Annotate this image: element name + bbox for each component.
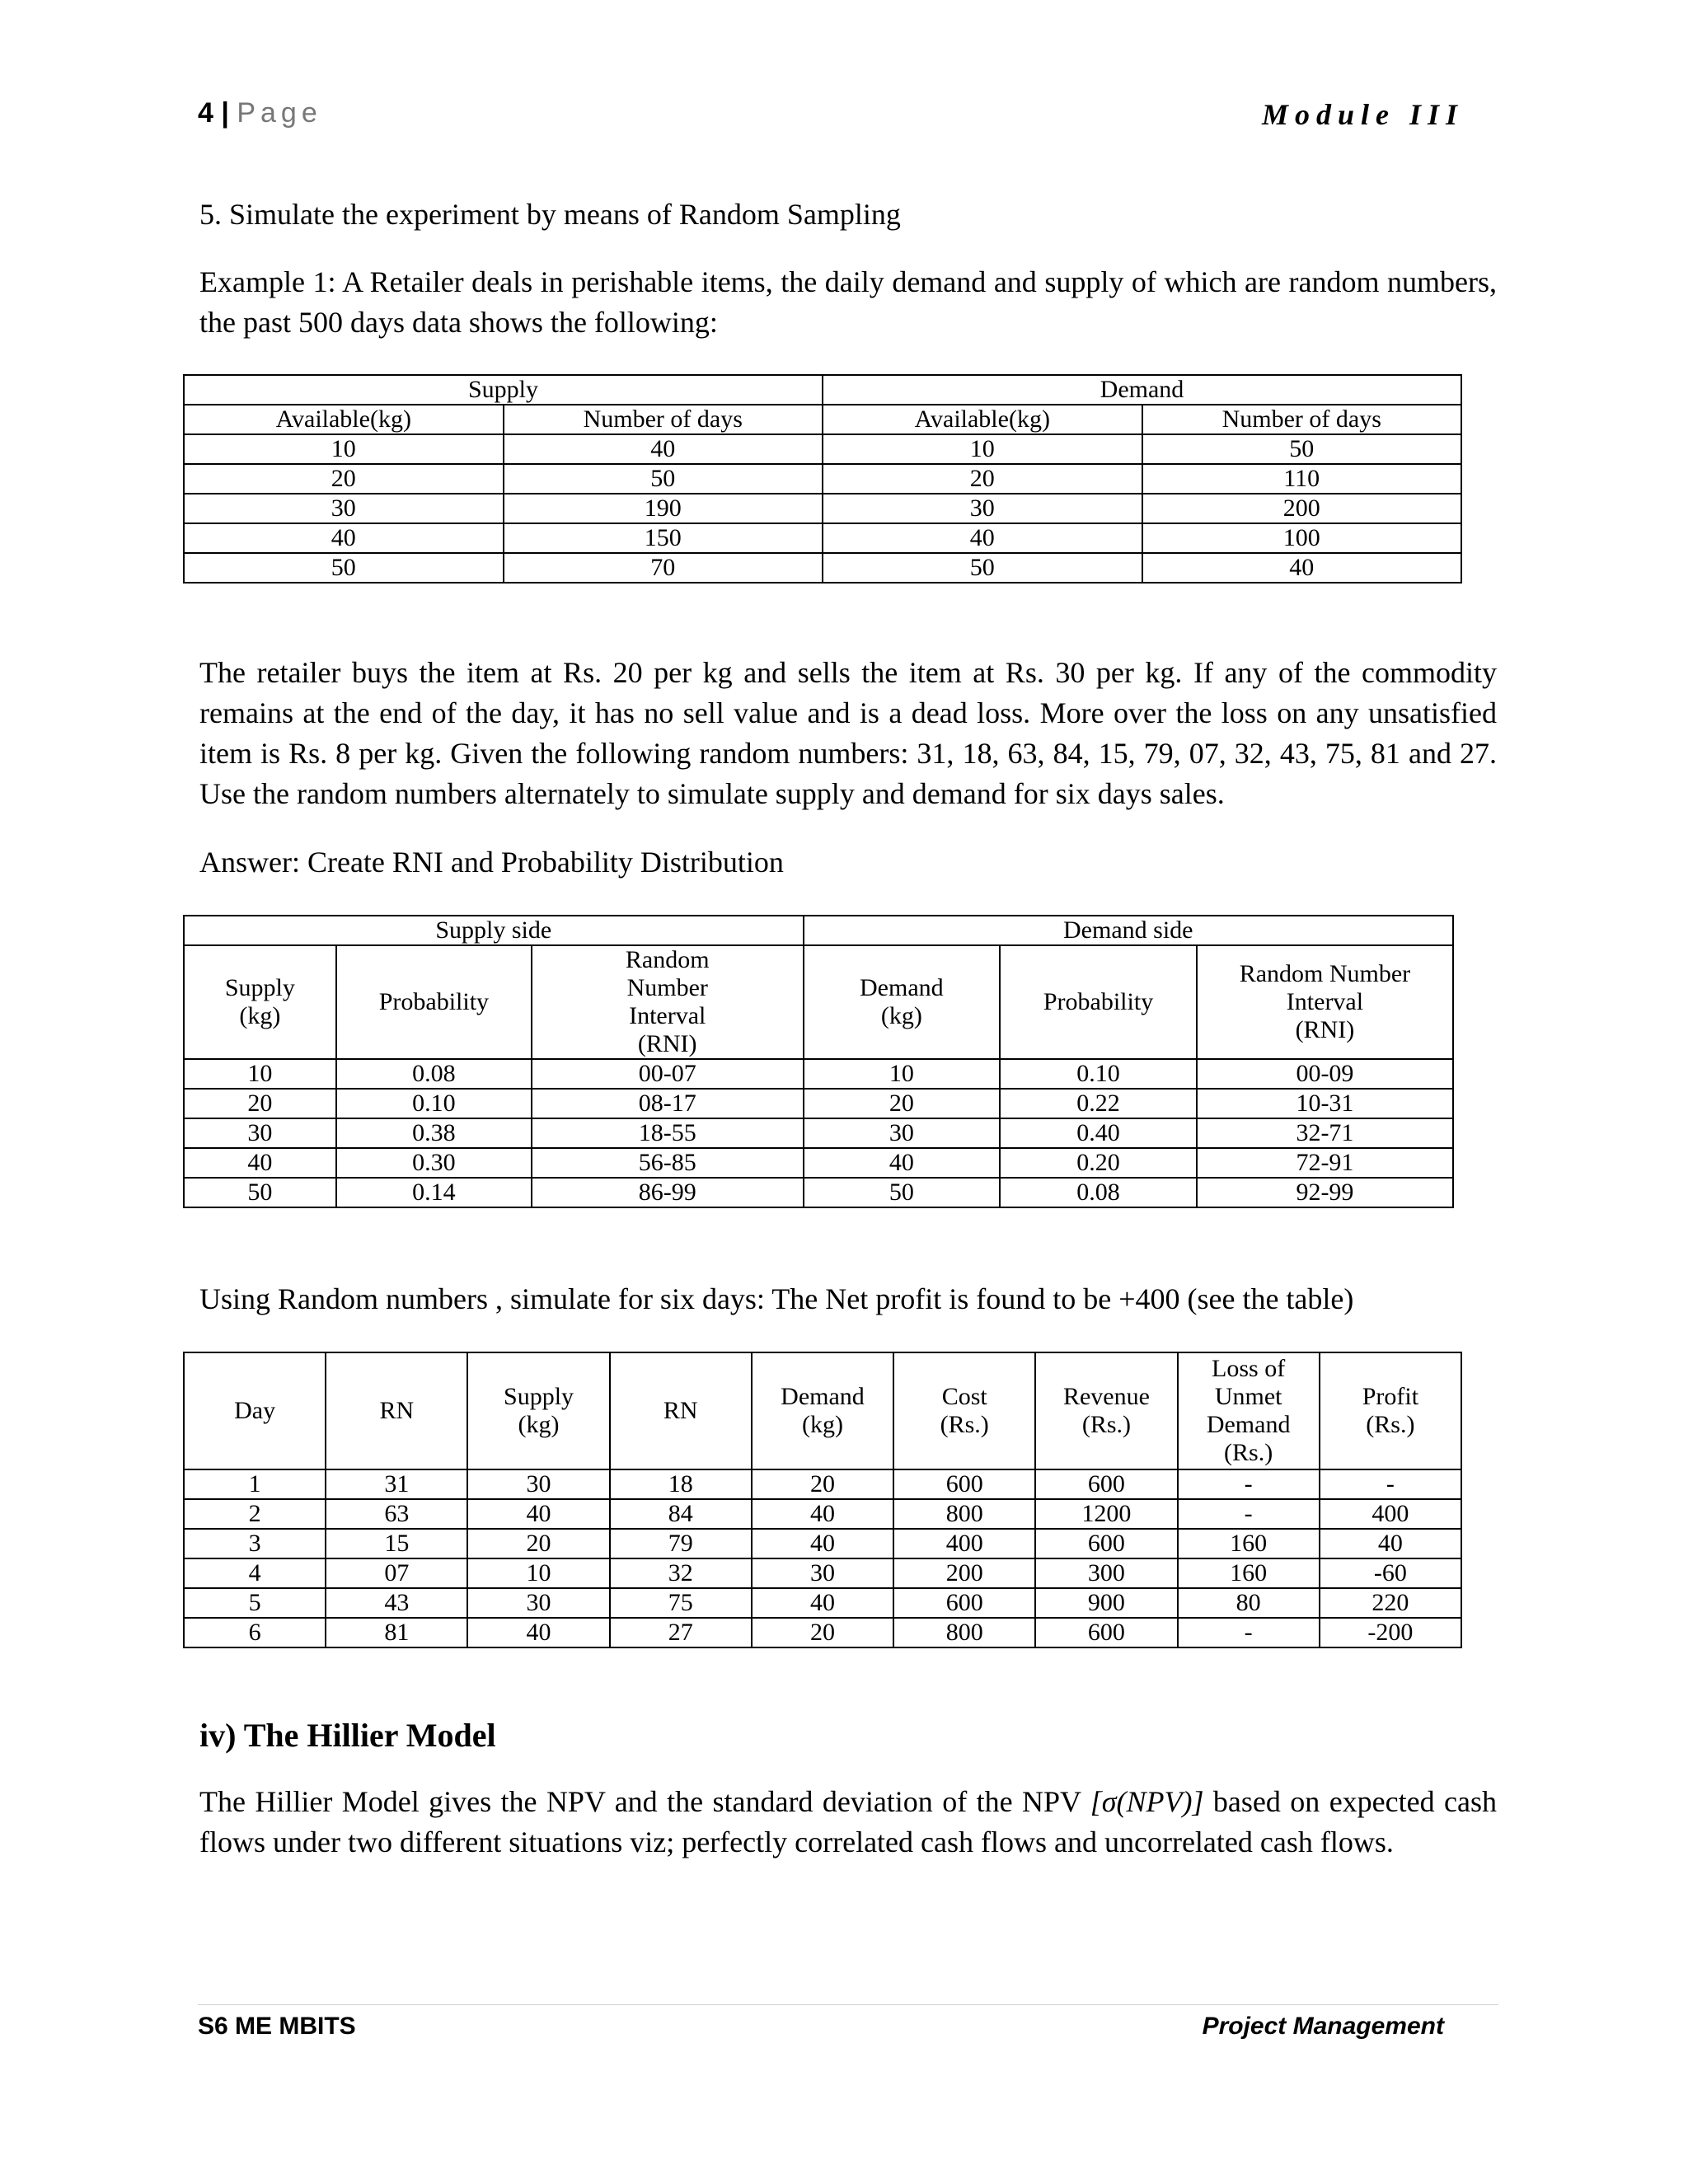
header-line: (RNI) (637, 1030, 697, 1057)
column-header (1000, 945, 1197, 1059)
header-line: Unmet (1214, 1383, 1282, 1410)
header-line: Random Number (1239, 960, 1411, 987)
table-cell: 0.14 (336, 1178, 532, 1207)
table-cell: 10 (823, 434, 1142, 464)
table-cell: 30 (184, 1118, 336, 1148)
table-cell: 27 (610, 1618, 752, 1647)
table-cell: - (1178, 1499, 1320, 1529)
math-expression: [σ(NPV)] (1090, 1785, 1204, 1818)
column-header (893, 1352, 1035, 1469)
table-cell: 40 (752, 1499, 893, 1529)
header-line: Loss of (1212, 1355, 1286, 1382)
table-cell: 81 (326, 1618, 467, 1647)
header-line: (kg) (518, 1411, 560, 1438)
column-header: Available(kg) (184, 405, 504, 434)
column-header (1035, 1352, 1177, 1469)
page-separator: | (221, 97, 229, 129)
table-cell: 10 (467, 1558, 609, 1588)
table-row (184, 1529, 1461, 1558)
column-header (184, 945, 336, 1059)
column-header (532, 945, 804, 1059)
table-cell: 63 (326, 1499, 467, 1529)
header-line: (Rs.) (940, 1411, 989, 1438)
table-cell: 20 (184, 464, 504, 494)
table-cell: 0.30 (336, 1148, 532, 1178)
table-cell: 40 (184, 523, 504, 553)
table-cell: 72-91 (1197, 1148, 1453, 1178)
footer-institution: S6 ME MBITS (198, 2013, 356, 2040)
table-row (184, 1059, 1453, 1089)
table-cell: 79 (610, 1529, 752, 1558)
paragraph-example-1: Example 1: A Retailer deals in perishable items, the daily demand and supply of which are random numbers, the past 500 days data shows the following: (199, 265, 1497, 339)
column-header: Available(kg) (823, 405, 1142, 434)
table-group-header: Demand (823, 375, 1461, 405)
header-line: (kg) (801, 1411, 843, 1438)
table-cell: 32-71 (1197, 1118, 1453, 1148)
table-row (184, 1089, 1453, 1118)
header-line: (Rs.) (1081, 1411, 1131, 1438)
header-line: (Rs.) (1224, 1439, 1273, 1466)
table-cell: 08-17 (532, 1089, 804, 1118)
table-row (184, 1118, 1453, 1148)
table-cell: 40 (823, 523, 1142, 553)
table-cell: 220 (1320, 1588, 1461, 1618)
column-header (1320, 1352, 1461, 1469)
table-cell: 00-09 (1197, 1059, 1453, 1089)
table-cell: 32 (610, 1558, 752, 1588)
rni-probability-table (183, 915, 1454, 1208)
table-cell: 10 (184, 434, 504, 464)
table-cell: 30 (467, 1469, 609, 1499)
table-cell: 30 (184, 494, 504, 523)
table-cell: 10 (184, 1059, 336, 1089)
header-line: Demand (860, 974, 944, 1001)
table-cell: 0.20 (1000, 1148, 1197, 1178)
table-cell: 5 (184, 1588, 326, 1618)
table-cell: 50 (184, 553, 504, 583)
paragraph-answer: Answer: Create RNI and Probability Distribution (199, 846, 784, 879)
table-cell: 300 (1035, 1558, 1177, 1588)
table-cell: 15 (326, 1529, 467, 1558)
table-cell: 800 (893, 1618, 1035, 1647)
header-line: Demand (781, 1383, 865, 1410)
table-cell: 400 (1320, 1499, 1461, 1529)
table-cell: 900 (1035, 1588, 1177, 1618)
table-row (184, 1558, 1461, 1588)
table-cell: 20 (184, 1089, 336, 1118)
table-row (184, 1469, 1461, 1499)
table-row (184, 553, 1461, 583)
table-cell: 40 (184, 1148, 336, 1178)
column-header (326, 1352, 467, 1469)
table-cell: 43 (326, 1588, 467, 1618)
table-cell: 70 (504, 553, 823, 583)
table-cell: 40 (467, 1618, 609, 1647)
table-cell: 200 (893, 1558, 1035, 1588)
column-header (336, 945, 532, 1059)
table-cell: 0.22 (1000, 1089, 1197, 1118)
column-header: Number of days (504, 405, 823, 434)
table-cell: 600 (893, 1588, 1035, 1618)
table-cell: 2 (184, 1499, 326, 1529)
header-line: Day (234, 1397, 276, 1424)
table-cell: 18-55 (532, 1118, 804, 1148)
table-cell: 84 (610, 1499, 752, 1529)
table-cell: 40 (752, 1529, 893, 1558)
header-line: Supply (224, 974, 295, 1001)
table-row (184, 1618, 1461, 1647)
six-day-simulation-table (183, 1352, 1462, 1648)
table-cell: 190 (504, 494, 823, 523)
table-cell: 20 (467, 1529, 609, 1558)
header-line: Revenue (1062, 1383, 1150, 1410)
header-line: RN (379, 1397, 415, 1424)
table-cell: 75 (610, 1588, 752, 1618)
table-cell: 1 (184, 1469, 326, 1499)
table-cell: 31 (326, 1469, 467, 1499)
table-row (184, 494, 1461, 523)
table-cell: 0.38 (336, 1118, 532, 1148)
table-row (184, 1499, 1461, 1529)
footer-divider (198, 2004, 1498, 2005)
column-header (1178, 1352, 1320, 1469)
table-cell: 0.10 (1000, 1059, 1197, 1089)
table-cell: 150 (504, 523, 823, 553)
table-cell: 400 (893, 1529, 1035, 1558)
header-line: (RNI) (1295, 1016, 1355, 1043)
header-line: Probability (1043, 988, 1154, 1015)
table-cell: 50 (804, 1178, 1001, 1207)
table-cell: - (1320, 1469, 1461, 1499)
table-group-header: Demand side (804, 916, 1454, 945)
table-cell: 80 (1178, 1588, 1320, 1618)
page-word: Page (237, 97, 322, 129)
header-line: (Rs.) (1366, 1411, 1415, 1438)
table-cell: 3 (184, 1529, 326, 1558)
table-row (184, 1178, 1453, 1207)
table-cell: 100 (1142, 523, 1462, 553)
table-cell: 18 (610, 1469, 752, 1499)
column-header (467, 1352, 609, 1469)
page-number-header (198, 97, 322, 129)
table-cell: 110 (1142, 464, 1462, 494)
table-cell: 40 (1142, 553, 1462, 583)
table-cell: 600 (1035, 1469, 1177, 1499)
table-cell: - (1178, 1469, 1320, 1499)
table-cell: 0.08 (1000, 1178, 1197, 1207)
table-cell: 20 (752, 1469, 893, 1499)
table-cell: 56-85 (532, 1148, 804, 1178)
table-cell: 10-31 (1197, 1089, 1453, 1118)
header-line: Interval (629, 1002, 706, 1029)
table-cell: 160 (1178, 1558, 1320, 1588)
paragraph-simulation-result: Using Random numbers , simulate for six days: The Net profit is found to be +400 (see the table) (199, 1282, 1354, 1315)
table-row (184, 523, 1461, 553)
table-cell: 07 (326, 1558, 467, 1588)
table-cell: 4 (184, 1558, 326, 1588)
header-line: Supply (504, 1383, 574, 1410)
paragraph-hillier-model (199, 1782, 1497, 1863)
table-cell: -200 (1320, 1618, 1461, 1647)
column-header: Number of days (1142, 405, 1462, 434)
table-cell: 600 (893, 1469, 1035, 1499)
table-cell: 10 (804, 1059, 1001, 1089)
table-cell: 40 (804, 1148, 1001, 1178)
table-cell: 6 (184, 1618, 326, 1647)
table-cell: 40 (1320, 1529, 1461, 1558)
table-cell: 20 (804, 1089, 1001, 1118)
table-cell: 30 (752, 1558, 893, 1588)
table-cell: 40 (504, 434, 823, 464)
column-header (804, 945, 1001, 1059)
table-cell: 30 (804, 1118, 1001, 1148)
header-line: Random (625, 946, 710, 973)
table-cell: 50 (504, 464, 823, 494)
table-cell: - (1178, 1618, 1320, 1647)
paragraph-step-5: 5. Simulate the experiment by means of Random Sampling (199, 198, 901, 231)
table-cell: 30 (467, 1588, 609, 1618)
header-line: (kg) (239, 1002, 281, 1029)
table-cell: 20 (752, 1618, 893, 1647)
table-group-header: Supply (184, 375, 823, 405)
table-cell: 40 (467, 1499, 609, 1529)
table-row (184, 1148, 1453, 1178)
table-cell: 20 (823, 464, 1142, 494)
table-row (184, 434, 1461, 464)
footer-course: Project Management (1202, 2013, 1444, 2040)
table-cell: 50 (184, 1178, 336, 1207)
column-header (184, 1352, 326, 1469)
table-cell: 92-99 (1197, 1178, 1453, 1207)
table-cell: 160 (1178, 1529, 1320, 1558)
table-cell: 0.40 (1000, 1118, 1197, 1148)
header-line: Number (626, 974, 708, 1001)
table-cell: -60 (1320, 1558, 1461, 1588)
table-cell: 30 (823, 494, 1142, 523)
header-line: Profit (1362, 1383, 1419, 1410)
table-cell: 200 (1142, 494, 1462, 523)
paragraph-text: The Hillier Model gives the NPV and the standard deviation of the NPV (199, 1785, 1090, 1818)
header-line: Interval (1286, 988, 1364, 1015)
table-cell: 600 (1035, 1529, 1177, 1558)
table-cell: 00-07 (532, 1059, 804, 1089)
column-header (752, 1352, 893, 1469)
header-line: (kg) (880, 1002, 922, 1029)
table-cell: 40 (752, 1588, 893, 1618)
table-cell: 50 (1142, 434, 1462, 464)
table-cell: 1200 (1035, 1499, 1177, 1529)
page-number: 4 (198, 97, 213, 129)
paragraph-problem-statement: The retailer buys the item at Rs. 20 per kg and sells the item at Rs. 30 per kg. If any of the commodity remains at the end of the day, it has no sell value and is a dead loss. More over the loss on any unsatisfied item is Rs. 8 per kg. Given the following random numbers: 31, 18, 63, 84, 15, 79, 07, 32, 43, 75, 81 and 27. Use the random numbers alternately to simulate supply and demand for six days sales. (199, 656, 1497, 810)
table-row (184, 464, 1461, 494)
table-cell: 0.10 (336, 1089, 532, 1118)
table-row (184, 1588, 1461, 1618)
table-cell: 50 (823, 553, 1142, 583)
table-cell: 0.08 (336, 1059, 532, 1089)
module-header: Module III (1261, 98, 1464, 131)
table-group-header: Supply side (184, 916, 804, 945)
supply-demand-data-table (183, 374, 1462, 583)
column-header (1197, 945, 1453, 1059)
header-line: Demand (1206, 1411, 1291, 1438)
table-cell: 86-99 (532, 1178, 804, 1207)
header-line: Cost (941, 1383, 987, 1410)
header-line: RN (663, 1397, 698, 1424)
paragraph-text: based on expected cash flows under two different situations viz; perfectly correlated cash flows and uncorrelated cash flows. (199, 1785, 1497, 1858)
table-cell: 600 (1035, 1618, 1177, 1647)
header-line: Probability (378, 988, 490, 1015)
section-heading-hillier-model: iv) The Hillier Model (199, 1717, 496, 1754)
table-cell: 800 (893, 1499, 1035, 1529)
column-header (610, 1352, 752, 1469)
